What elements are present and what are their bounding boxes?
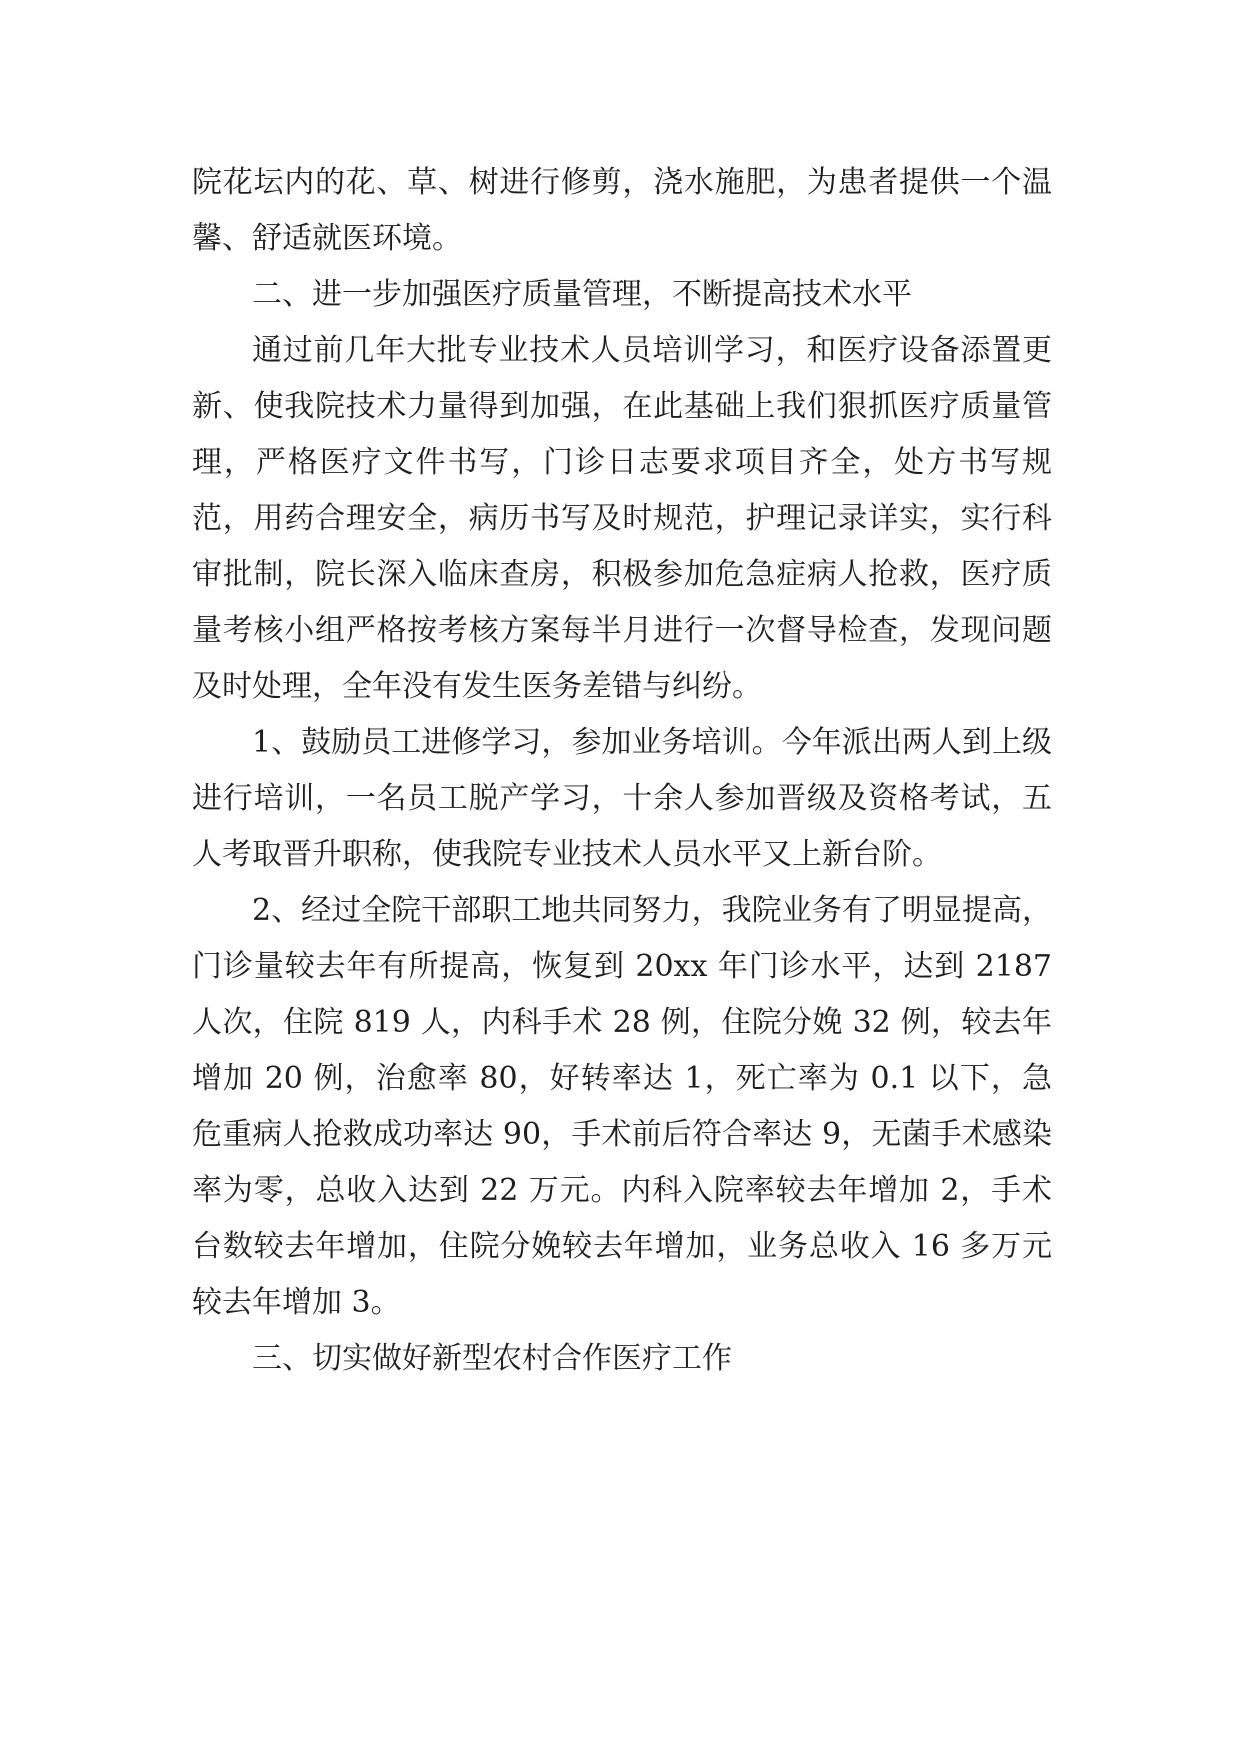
paragraph-continued: 院花坛内的花、草、树进行修剪，浇水施肥，为患者提供一个温馨、舒适就医环境。 (192, 165, 1052, 256)
paragraph-item-1: 1、鼓励员工进修学习，参加业务培训。今年派出两人到上级进行培训，一名员工脱产学习，十余人参加晋级及资格考试，五人考取晋升职称，使我院专业技术人员水平又上新台阶。 (192, 725, 1052, 872)
paragraph-item-2: 2、经过全院干部职工地共同努力，我院业务有了明显提高，门诊量较去年有所提高，恢复到 20xx 年门诊水平，达到 2187 人次，住院 819 人，内科手术 28 例，住院分娩 32 例，较去年增加 20 例，治愈率 80，好转率达 1，死亡率为 0.1 以下，急危重病人抢救成功率达 90，手术前后符合率达 9，无菌手术感染率为零，总收入达到 22 万元。内科入院率较去年增加 2，手术台数较去年增加，住院分娩较去年增加，业务总收入 16 多万元较去年增加 3。 (192, 893, 1052, 1320)
section-heading-3: 三、切实做好新型农村合作医疗工作 (252, 1341, 732, 1376)
body-text (192, 155, 1052, 1387)
section-heading-2: 二、进一步加强医疗质量管理，不断提高技术水平 (252, 277, 912, 312)
paragraph-quality-management: 通过前几年大批专业技术人员培训学习，和医疗设备添置更新、使我院技术力量得到加强，在此基础上我们狠抓医疗质量管理，严格医疗文件书写，门诊日志要求项目齐全，处方书写规范，用药合理安全，病历书写及时规范，护理记录详实，实行科审批制，院长深入临床查房，积极参加危急症病人抢救，医疗质量考核小组严格按考核方案每半月进行一次督导检查，发现问题及时处理，全年没有发生医务差错与纠纷。 (192, 333, 1052, 704)
